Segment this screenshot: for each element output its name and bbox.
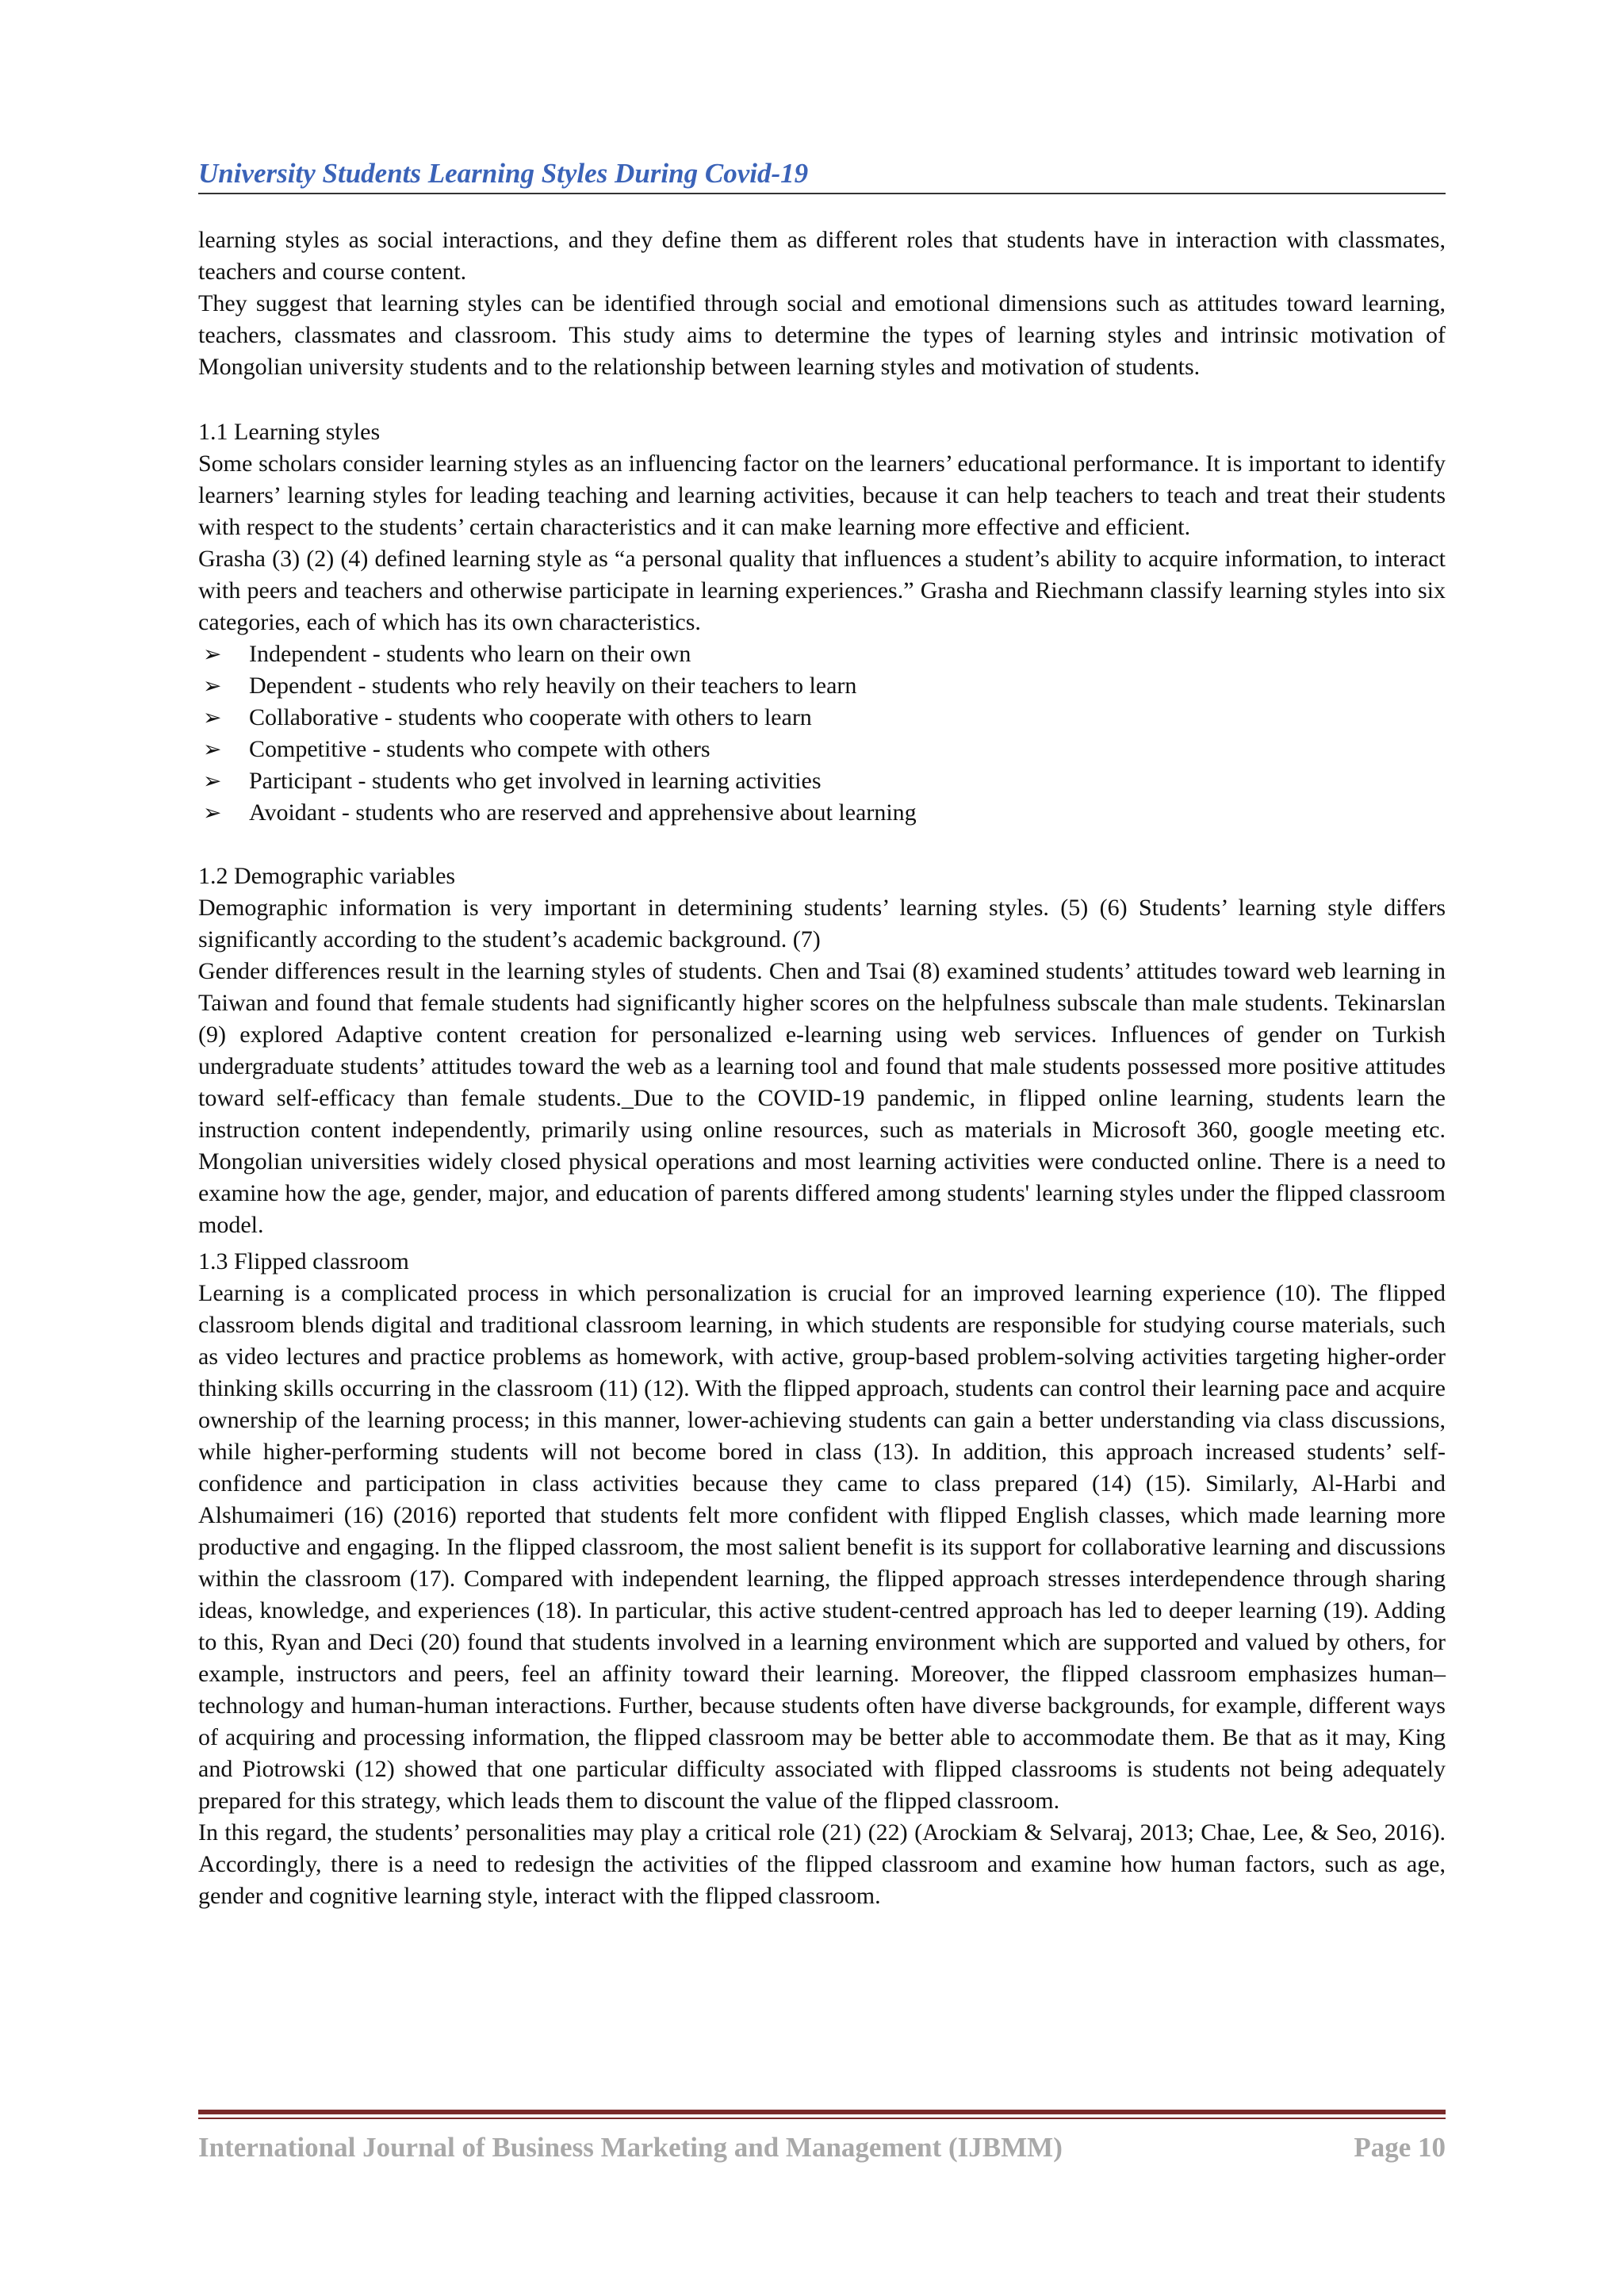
- footer-journal-name: International Journal of Business Marketing and Management (IJBMM): [198, 2132, 1063, 2163]
- section-heading-flipped-classroom: 1.3 Flipped classroom: [198, 1248, 409, 1274]
- arrow-bullet-icon: ➢: [203, 768, 222, 794]
- learning-styles-paragraph-2: Grasha (3) (2) (4) defined learning style as “a personal quality that influences a student’s ability to acquire information, to interact with peers and teachers and otherwise participate in learning experiences.” Grasha and Riechmann classify learning styles into six categories, each of which has its own characteristics.: [198, 546, 1446, 635]
- demographic-paragraph-2: Gender differences result in the learning styles of students. Chen and Tsai (8) examined students’ attitudes toward web learning in Taiwan and found that female students had significantly higher scores on the helpfulness subscale than male students. Tekinarslan (9) explored Adaptive content creation for personalized e-learning using web services. Influences of gender on Turkish undergraduate students’ attitudes toward the web as a learning tool and found that male students possessed more positive attitudes toward self-efficacy than female students._Due to the COVID-19 pandemic, in flipped online learning, students learn the instruction content independently, primarily using online resources, such as materials in Microsoft 360, google meeting etc. Mongolian universities widely closed physical operations and most learning activities were conducted online. There is a need to examine how the age, gender, major, and education of parents differed among students' learning styles under the flipped classroom model.: [198, 958, 1446, 1238]
- footer-page-number: Page 10: [1354, 2132, 1446, 2163]
- list-item-text: Avoidant - students who are reserved and apprehensive about learning: [249, 799, 917, 826]
- flipped-paragraph-1: Learning is a complicated process in which personalization is crucial for an improved learning experience (10). The flipped classroom blends digital and traditional classroom learning, in which students are responsible for studying course materials, such as video lectures and practice problems as homework, with active, group-based problem-solving activities targeting higher-order thinking skills occurring in the classroom (11) (12). With the flipped approach, students can control their learning pace and acquire ownership of the learning process; in this manner, lower-achieving students can gain a better understanding via class discussions, while higher-performing students will not become bored in class (13). In addition, this approach increased students’ self-confidence and participation in class activities because they came to class prepared (14) (15). Similarly, Al-Harbi and Alshumaimeri (16) (2016) reported that students felt more confident with flipped English classes, which made learning more productive and engaging. In the flipped classroom, the most salient benefit is its support for collaborative learning and discussions within the classroom (17). Compared with independent learning, the flipped approach stresses interdependence through sharing ideas, knowledge, and experiences (18). In particular, this active student-centred approach has led to deeper learning (19). Adding to this, Ryan and Deci (20) found that students involved in a learning environment which are supported and valued by others, for example, instructors and peers, feel an affinity toward their learning. Moreover, the flipped classroom emphasizes human–technology and human-human interactions. Further, because students often have diverse backgrounds, for example, different ways of acquiring and processing information, the flipped classroom may be better able to accommodate them. Be that as it may, King and Piotrowski (12) showed that one particular difficulty associated with flipped classrooms is students not being adequately prepared for this strategy, which leads them to discount the value of the flipped classroom.: [198, 1280, 1446, 1814]
- list-item-text: Competitive - students who compete with others: [249, 736, 710, 762]
- footer-divider-thick: [198, 2110, 1446, 2114]
- flipped-paragraph-2: In this regard, the students’ personalities may play a critical role (21) (22) (Arockiam & Selvaraj, 2013; Chae, Lee, & Seo, 2016). Accordingly, there is a need to redesign the activities of the flipped classroom and examine how human factors, such as age, gender and cognitive learning style, interact with the flipped classroom.: [198, 1819, 1446, 1909]
- learning-style-list: [198, 638, 1446, 829]
- list-item: [198, 765, 1446, 797]
- learning-styles-paragraph-1: Some scholars consider learning styles as an influencing factor on the learners’ educational performance. It is important to identify learners’ learning styles for leading teaching and learning activities, because it can help teachers to teach and treat their students with respect to the students’ certain characteristics and it can make learning more effective and efficient.: [198, 450, 1446, 540]
- demographic-paragraph-1: Demographic information is very important in determining students’ learning styles. (5) (6) Students’ learning style differs significantly according to the student’s academic background. (7): [198, 895, 1446, 953]
- running-header-title: University Students Learning Styles During Covid-19: [198, 158, 809, 189]
- list-item-text: Dependent - students who rely heavily on their teachers to learn: [249, 673, 857, 699]
- list-item: [198, 702, 1446, 734]
- list-item: [198, 638, 1446, 670]
- arrow-bullet-icon: ➢: [203, 736, 222, 762]
- intro-paragraph-2: They suggest that learning styles can be identified through social and emotional dimensions such as attitudes toward learning, teachers, classmates and classroom. This study aims to determine the types of learning styles and intrinsic motivation of Mongolian university students and to the relationship between learning styles and motivation of students.: [198, 290, 1446, 380]
- arrow-bullet-icon: ➢: [203, 641, 222, 667]
- section-heading-learning-styles: 1.1 Learning styles: [198, 419, 381, 445]
- header-divider: [198, 193, 1446, 194]
- list-item: [198, 670, 1446, 702]
- list-item: [198, 734, 1446, 765]
- list-item-text: Participant - students who get involved in learning activities: [249, 768, 822, 794]
- list-item-text: Collaborative - students who cooperate with others to learn: [249, 704, 812, 730]
- arrow-bullet-icon: ➢: [203, 704, 222, 730]
- intro-paragraph-1: learning styles as social interactions, and they define them as different roles that students have in interaction with classmates, teachers and course content.: [198, 227, 1446, 285]
- article-body: [198, 224, 1446, 1912]
- arrow-bullet-icon: ➢: [203, 799, 222, 826]
- arrow-bullet-icon: ➢: [203, 673, 222, 699]
- list-item: [198, 797, 1446, 829]
- footer-divider-thin: [198, 2118, 1446, 2119]
- list-item-text: Independent - students who learn on their own: [249, 641, 691, 667]
- section-heading-demographic-variables: 1.2 Demographic variables: [198, 863, 456, 889]
